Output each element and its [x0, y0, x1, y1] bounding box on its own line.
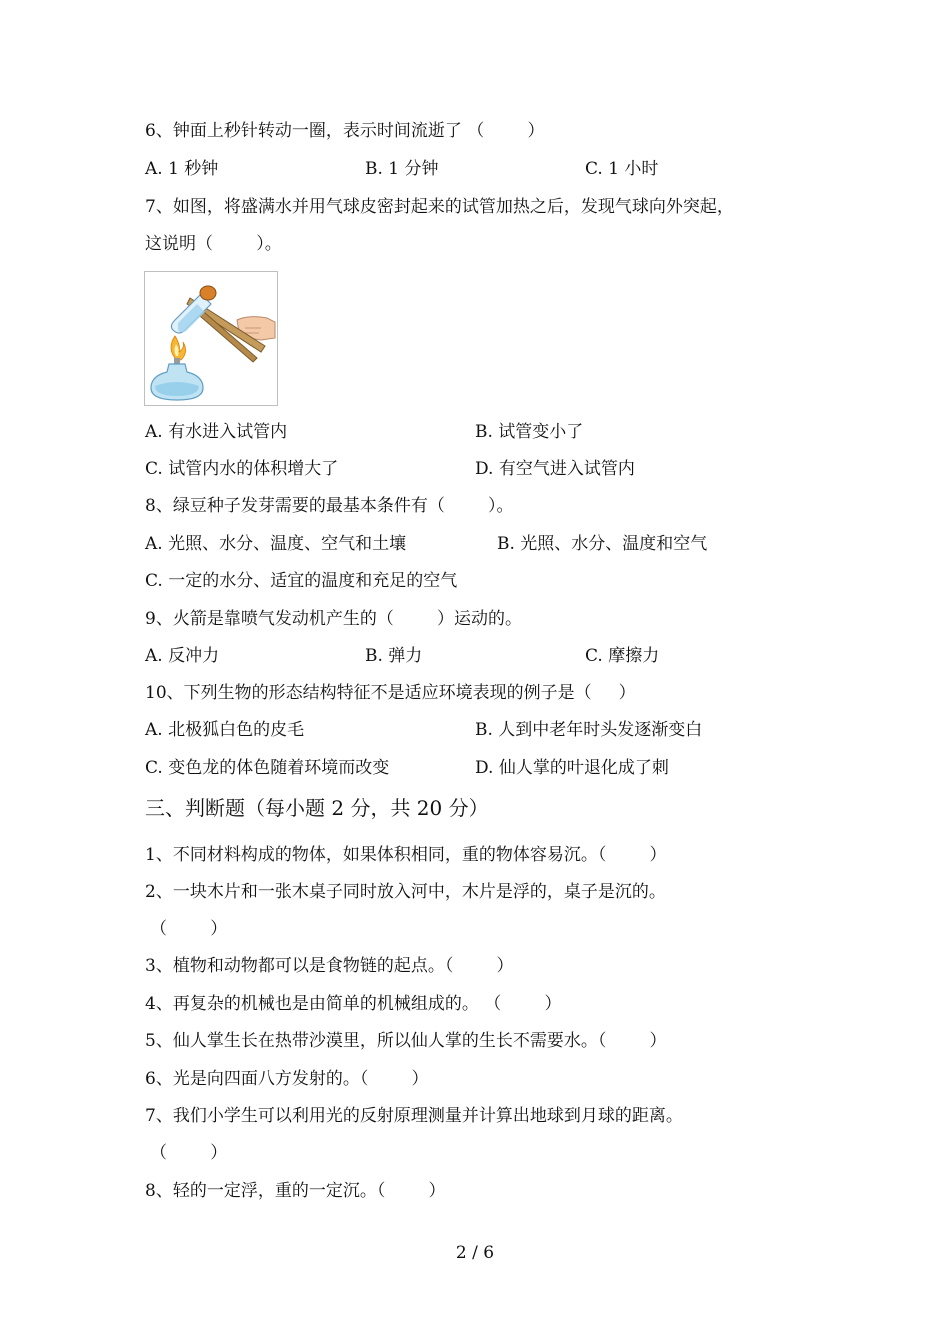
q7-option-a: A. 有水进入试管内: [145, 422, 288, 442]
judge-item-5: 5、仙人掌生长在热带沙漠里，所以仙人掌的生长不需要水。（ ）: [145, 1031, 667, 1051]
judge-item-2-blank: （ ）: [150, 919, 228, 939]
judge-item-8: 8、轻的一定浮，重的一定沉。（ ）: [145, 1181, 446, 1201]
q7-stem-line2: 这说明（ ）。: [145, 234, 282, 254]
q6-option-a: A. 1 秒钟: [145, 159, 219, 179]
judge-item-6: 6、光是向四面八方发射的。（ ）: [145, 1069, 429, 1089]
judge-item-7: 7、我们小学生可以利用光的反射原理测量并计算出地球到月球的距离。: [145, 1106, 683, 1126]
q9-stem: 9、火箭是靠喷气发动机产生的（ ）运动的。: [145, 609, 523, 629]
q9-option-a: A. 反冲力: [145, 646, 220, 666]
q6-option-c: C. 1 小时: [585, 159, 659, 179]
q9-option-b: B. 弹力: [365, 646, 423, 666]
test-tube-heating-icon: [144, 271, 278, 406]
judge-item-2: 2、一块木片和一张木桌子同时放入河中，木片是浮的，桌子是沉的。: [145, 882, 666, 902]
q7-option-c: C. 试管内水的体积增大了: [145, 459, 339, 479]
judge-item-3: 3、植物和动物都可以是食物链的起点。（ ）: [145, 956, 514, 976]
q7-option-b: B. 试管变小了: [475, 422, 584, 442]
q8-option-c: C. 一定的水分、适宜的温度和充足的空气: [145, 571, 458, 591]
q10-option-a: A. 北极狐白色的皮毛: [145, 720, 305, 740]
q8-option-a: A. 光照、水分、温度、空气和土壤: [145, 534, 407, 554]
q6-option-b: B. 1 分钟: [365, 159, 439, 179]
section-title: 三、判断题（每小题 2 分，共 20 分）: [145, 796, 489, 820]
q8-option-b: B. 光照、水分、温度和空气: [497, 534, 708, 554]
q7-option-d: D. 有空气进入试管内: [475, 459, 635, 479]
judge-item-1: 1、不同材料构成的物体，如果体积相同，重的物体容易沉。（ ）: [145, 845, 667, 865]
q6-stem: 6、钟面上秒针转动一圈，表示时间流逝了 （ ）: [145, 121, 545, 141]
q10-option-c: C. 变色龙的体色随着环境而改变: [145, 758, 390, 778]
q8-stem: 8、绿豆种子发芽需要的最基本条件有（ ）。: [145, 496, 514, 516]
judge-item-7-blank: （ ）: [150, 1143, 228, 1163]
q7-stem-line1: 7、如图，将盛满水并用气球皮密封起来的试管加热之后，发现气球向外突起，: [145, 197, 734, 217]
q10-stem: 10、下列生物的形态结构特征不是适应环境表现的例子是（ ）: [145, 683, 636, 703]
judge-item-4: 4、再复杂的机械也是由简单的机械组成的。 （ ）: [145, 994, 562, 1014]
q10-option-b: B. 人到中老年时头发逐渐变白: [475, 720, 703, 740]
page-number: 2 / 6: [455, 1243, 495, 1263]
q10-option-d: D. 仙人掌的叶退化成了刺: [475, 758, 669, 778]
q9-option-c: C. 摩擦力: [585, 646, 660, 666]
